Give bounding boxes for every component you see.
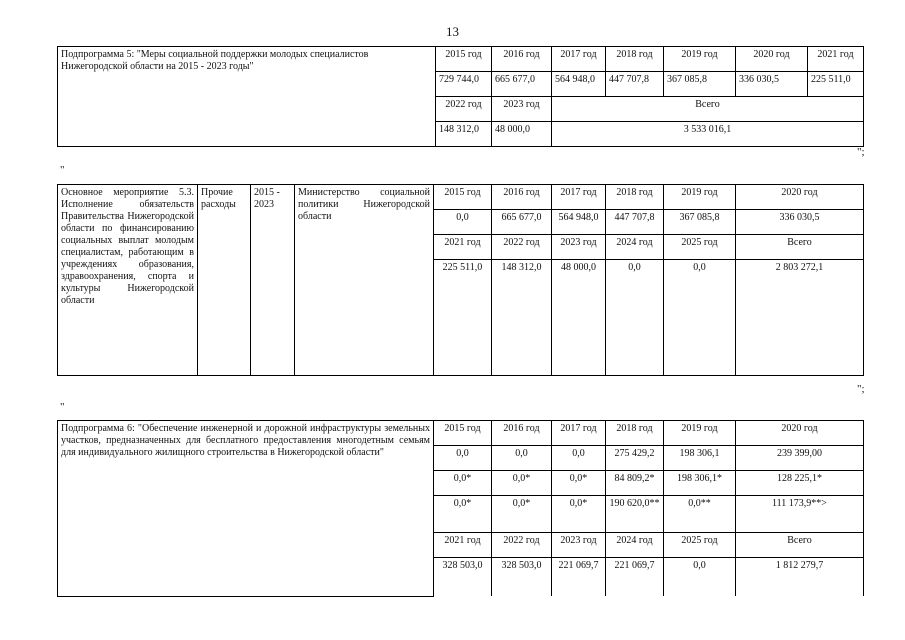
year-cell: 2020 год [736,421,864,446]
year-cell: 2022 год [492,533,552,558]
value-cell: 564 948,0 [552,210,606,235]
year-cell: 2023 год [552,533,606,558]
year-cell: 2017 год [552,185,606,210]
value-cell: 0,0 [492,446,552,471]
value-cell: 198 306,1* [664,471,736,496]
year-cell: 2022 год [492,235,552,260]
value-cell: 0,0 [552,446,606,471]
year-cell: 2018 год [606,47,664,72]
value-cell: 328 503,0 [492,558,552,597]
value-cell: 0,0* [552,496,606,533]
value-cell: 148 312,0 [492,260,552,376]
expense-type: Прочие расходы [198,185,251,376]
total-label: Всего [736,533,864,558]
year-cell: 2021 год [434,235,492,260]
year-cell: 2015 год [434,185,492,210]
value-cell: 447 707,8 [606,72,664,97]
total-value: 1 812 279,7 [736,558,864,597]
value-cell: 128 225,1* [736,471,864,496]
value-cell: 0,0** [664,496,736,533]
value-cell: 447 707,8 [606,210,664,235]
value-cell: 221 069,7 [552,558,606,597]
year-cell: 2023 год [492,97,552,122]
total-label: Всего [552,97,864,122]
value-cell: 0,0* [492,496,552,533]
opening-quote-mark: " [60,401,65,413]
year-cell: 2016 год [492,47,552,72]
value-cell: 0,0* [492,471,552,496]
value-cell: 0,0 [664,558,736,597]
value-cell: 367 085,8 [664,210,736,235]
value-cell: 198 306,1 [664,446,736,471]
year-cell: 2020 год [736,185,864,210]
page-number: 13 [446,24,459,39]
value-cell: 367 085,8 [664,72,736,97]
year-cell: 2015 год [434,421,492,446]
year-cell: 2020 год [736,47,808,72]
period: 2015 - 2023 [251,185,295,376]
executor: Министерство социальной политики Нижегородской области [295,185,434,376]
value-cell: 0,0* [434,496,492,533]
value-cell: 48 000,0 [492,122,552,147]
measure-5-3-table [57,184,864,376]
year-cell: 2024 год [606,533,664,558]
subprogram-6-title: Подпрограмма 6: "Обеспечение инженерной и дорожной инфраструктуры земельных участков, предназначенных для бесплатного предоставления многодетным семьям для индивидуального жилищного строительства в Нижегородской области" [58,421,434,597]
value-cell: 221 069,7 [606,558,664,597]
subprogram-5-table [57,46,864,147]
value-cell: 275 429,2 [606,446,664,471]
measure-description: Основное мероприятие 5.3. Исполнение обязательств Правительства Нижегородской области по финансированию социальных выплат молодым специалистам, работающим в учреждениях образования, здравоохранения, спорта и культуры Нижегородской области [58,185,198,376]
value-cell: 328 503,0 [434,558,492,597]
total-label: Всего [736,235,864,260]
value-cell: 0,0 [664,260,736,376]
year-cell: 2015 год [436,47,492,72]
total-value: 3 533 016,1 [552,122,864,147]
value-cell: 0,0 [434,446,492,471]
value-cell: 225 511,0 [808,72,864,97]
closing-quote-mark: "; [857,383,865,395]
year-cell: 2024 год [606,235,664,260]
total-value: 2 803 272,1 [736,260,864,376]
year-cell: 2018 год [606,421,664,446]
year-cell: 2019 год [664,421,736,446]
value-cell: 564 948,0 [552,72,606,97]
value-cell: 111 173,9**> [736,496,864,533]
value-cell: 665 677,0 [492,210,552,235]
year-cell: 2017 год [552,47,606,72]
year-cell: 2016 год [492,185,552,210]
value-cell: 0,0* [552,471,606,496]
value-cell: 336 030,5 [736,72,808,97]
year-cell: 2018 год [606,185,664,210]
value-cell: 0,0 [434,210,492,235]
value-cell: 729 744,0 [436,72,492,97]
opening-quote-mark: " [60,164,65,176]
subprogram-5-title: Подпрограмма 5: "Меры социальной поддержки молодых специалистов Нижегородской области на 2015 - 2023 годы" [58,47,436,147]
year-cell: 2017 год [552,421,606,446]
value-cell: 0,0 [606,260,664,376]
value-cell: 148 312,0 [436,122,492,147]
value-cell: 665 677,0 [492,72,552,97]
year-cell: 2021 год [808,47,864,72]
value-cell: 239 399,00 [736,446,864,471]
closing-quote-mark: "; [857,146,865,158]
year-cell: 2021 год [434,533,492,558]
value-cell: 336 030,5 [736,210,864,235]
year-cell: 2025 год [664,235,736,260]
value-cell: 225 511,0 [434,260,492,376]
value-cell: 84 809,2* [606,471,664,496]
subprogram-6-table [57,420,864,597]
year-cell: 2019 год [664,185,736,210]
year-cell: 2022 год [436,97,492,122]
year-cell: 2016 год [492,421,552,446]
value-cell: 0,0* [434,471,492,496]
value-cell: 190 620,0** [606,496,664,533]
year-cell: 2023 год [552,235,606,260]
year-cell: 2019 год [664,47,736,72]
year-cell: 2025 год [664,533,736,558]
value-cell: 48 000,0 [552,260,606,376]
